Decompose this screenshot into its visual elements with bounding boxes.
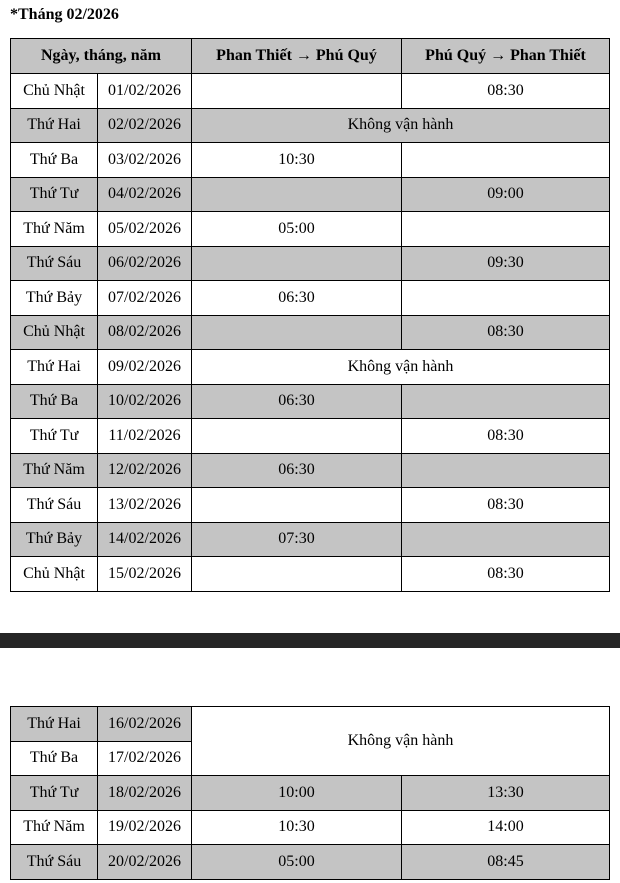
outbound-time-cell: 06:30: [192, 453, 402, 488]
inbound-time-cell: 14:00: [402, 810, 610, 845]
not-operating-cell: Không vận hành: [192, 707, 610, 776]
date-cell: 10/02/2026: [98, 384, 192, 419]
day-cell: Thứ Bảy: [11, 522, 98, 557]
day-cell: Thứ Bảy: [11, 281, 98, 316]
date-cell: 12/02/2026: [98, 453, 192, 488]
outbound-time-cell: 06:30: [192, 384, 402, 419]
table-row: [11, 281, 610, 316]
date-cell: 13/02/2026: [98, 488, 192, 523]
date-cell: 09/02/2026: [98, 350, 192, 385]
inbound-time-cell: [402, 453, 610, 488]
date-cell: 05/02/2026: [98, 212, 192, 247]
outbound-time-cell: [192, 488, 402, 523]
date-cell: 01/02/2026: [98, 74, 192, 109]
outbound-time-cell: 10:00: [192, 776, 402, 811]
inbound-time-cell: [402, 281, 610, 316]
outbound-time-cell: [192, 246, 402, 281]
day-cell: Thứ Năm: [11, 212, 98, 247]
day-cell: Thứ Ba: [11, 384, 98, 419]
schedule-table: [10, 38, 610, 592]
table-row: [11, 776, 610, 811]
table-row: [11, 488, 610, 523]
table-row: [11, 384, 610, 419]
not-operating-cell: Không vận hành: [192, 350, 610, 385]
header-row: [11, 39, 610, 74]
day-cell: Thứ Ba: [11, 741, 98, 776]
inbound-time-cell: 08:30: [402, 419, 610, 454]
date-cell: 15/02/2026: [98, 557, 192, 592]
inbound-time-cell: [402, 143, 610, 178]
table-row: [11, 177, 610, 212]
table-row: [11, 246, 610, 281]
day-cell: Thứ Hai: [11, 707, 98, 742]
day-cell: Thứ Ba: [11, 143, 98, 178]
day-cell: Thứ Hai: [11, 350, 98, 385]
table-row: [11, 845, 610, 880]
date-cell: 08/02/2026: [98, 315, 192, 350]
outbound-time-cell: [192, 74, 402, 109]
table-row: [11, 557, 610, 592]
day-cell: Thứ Tư: [11, 776, 98, 811]
inbound-time-cell: 08:30: [402, 74, 610, 109]
outbound-time-cell: [192, 315, 402, 350]
date-cell: 06/02/2026: [98, 246, 192, 281]
date-cell: 04/02/2026: [98, 177, 192, 212]
day-cell: Thứ Tư: [11, 177, 98, 212]
inbound-time-cell: 09:00: [402, 177, 610, 212]
day-cell: Chủ Nhật: [11, 557, 98, 592]
day-cell: Thứ Sáu: [11, 845, 98, 880]
date-cell: 20/02/2026: [98, 845, 192, 880]
inbound-time-cell: [402, 522, 610, 557]
outbound-time-cell: 07:30: [192, 522, 402, 557]
date-cell: 14/02/2026: [98, 522, 192, 557]
outbound-time-cell: [192, 557, 402, 592]
outbound-time-cell: 05:00: [192, 845, 402, 880]
table-row: [11, 315, 610, 350]
table-row: [11, 212, 610, 247]
outbound-time-cell: [192, 419, 402, 454]
date-cell: 11/02/2026: [98, 419, 192, 454]
outbound-time-cell: [192, 177, 402, 212]
inbound-column-header: Phú Quý → Phan Thiết: [402, 39, 610, 74]
date-cell: 18/02/2026: [98, 776, 192, 811]
date-column-header: Ngày, tháng, năm: [11, 39, 192, 74]
day-cell: Thứ Sáu: [11, 488, 98, 523]
schedule-table-continued: [10, 706, 610, 880]
day-cell: Thứ Sáu: [11, 246, 98, 281]
table-row: [11, 453, 610, 488]
day-cell: Chủ Nhật: [11, 74, 98, 109]
date-cell: 07/02/2026: [98, 281, 192, 316]
date-cell: 17/02/2026: [98, 741, 192, 776]
day-cell: Thứ Năm: [11, 453, 98, 488]
outbound-column-header: Phan Thiết → Phú Quý: [192, 39, 402, 74]
inbound-time-cell: [402, 384, 610, 419]
table-row: [11, 74, 610, 109]
page-separator: [0, 633, 620, 648]
inbound-time-cell: 08:30: [402, 315, 610, 350]
date-cell: 02/02/2026: [98, 108, 192, 143]
day-cell: Chủ Nhật: [11, 315, 98, 350]
outbound-time-cell: 10:30: [192, 810, 402, 845]
outbound-time-cell: 10:30: [192, 143, 402, 178]
day-cell: Thứ Hai: [11, 108, 98, 143]
inbound-time-cell: 08:45: [402, 845, 610, 880]
table-row: [11, 143, 610, 178]
table-row: [11, 810, 610, 845]
table-row: [11, 419, 610, 454]
page-title: *Tháng 02/2026: [10, 6, 119, 23]
date-cell: 16/02/2026: [98, 707, 192, 742]
outbound-time-cell: 06:30: [192, 281, 402, 316]
inbound-time-cell: 08:30: [402, 557, 610, 592]
inbound-time-cell: 08:30: [402, 488, 610, 523]
table-row: [11, 522, 610, 557]
table-row: [11, 707, 610, 742]
day-cell: Thứ Tư: [11, 419, 98, 454]
inbound-time-cell: 13:30: [402, 776, 610, 811]
day-cell: Thứ Năm: [11, 810, 98, 845]
table-row: [11, 350, 610, 385]
inbound-time-cell: 09:30: [402, 246, 610, 281]
date-cell: 19/02/2026: [98, 810, 192, 845]
not-operating-cell: Không vận hành: [192, 108, 610, 143]
outbound-time-cell: 05:00: [192, 212, 402, 247]
date-cell: 03/02/2026: [98, 143, 192, 178]
inbound-time-cell: [402, 212, 610, 247]
table-row: [11, 108, 610, 143]
